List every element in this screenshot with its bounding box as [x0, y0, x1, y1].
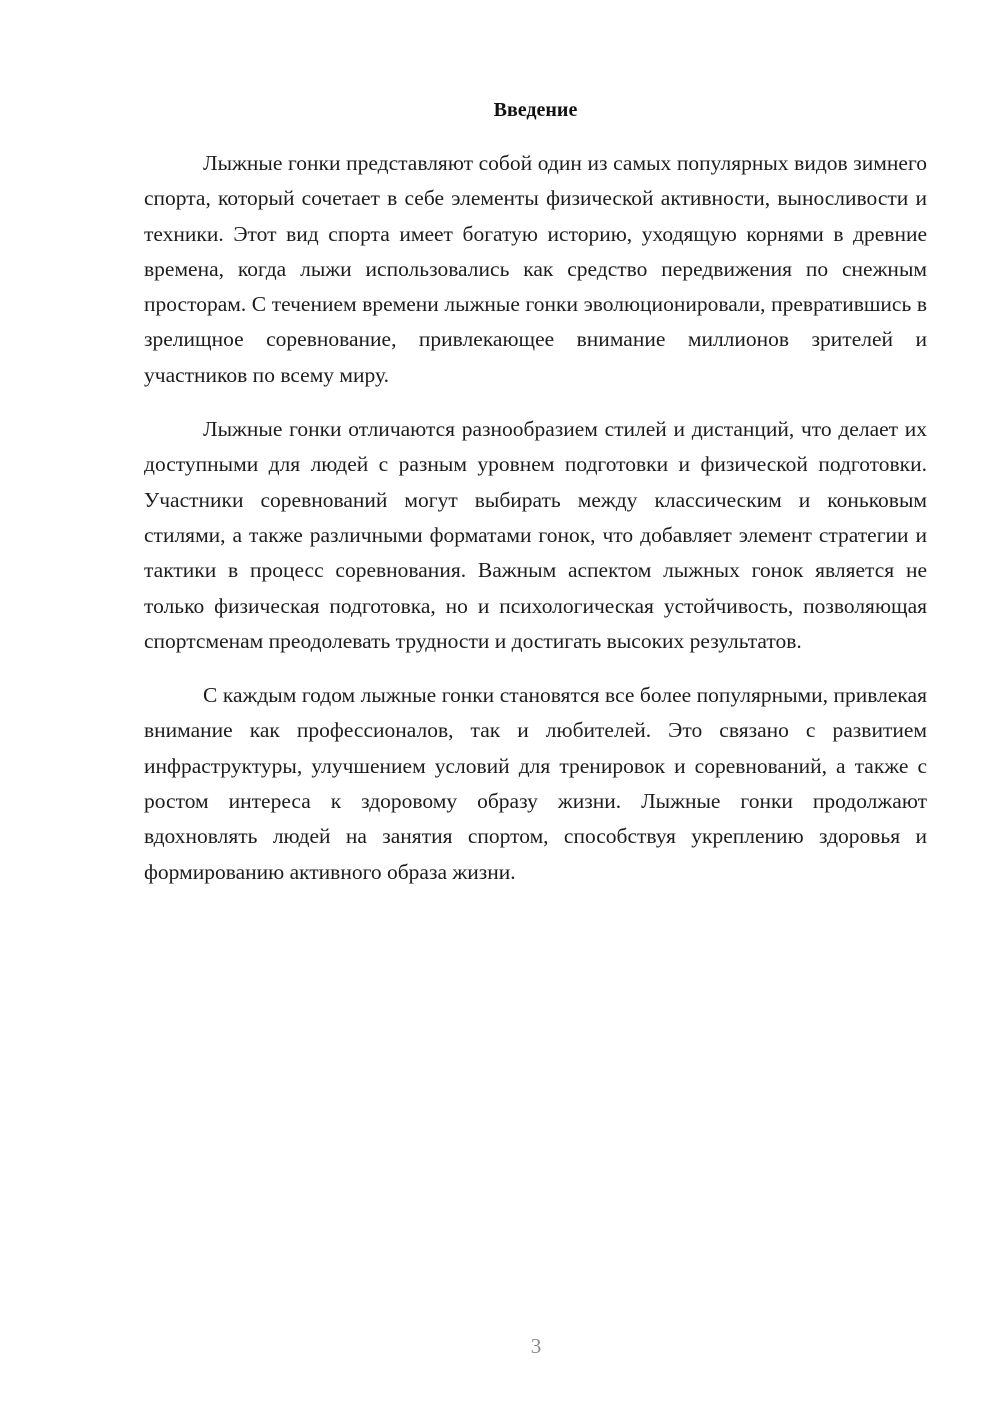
page-content	[144, 96, 927, 909]
page-number: 3	[530, 1334, 542, 1358]
paragraph: С каждым годом лыжные гонки становятся все более популярными, привлекая внимание как профессионалов, так и любителей. Это связано с развитием инфраструктуры, улучшением условий для тренировок и соревнований, а также с ростом интереса к здоровому образу жизни. Лыжные гонки продолжают вдохновлять людей на занятия спортом, способствуя укреплению здоровья и формированию активного образа жизни.	[144, 683, 927, 884]
paragraph: Лыжные гонки отличаются разнообразием стилей и дистанций, что делает их доступными для людей с разным уровнем подготовки и физической подготовки. Участники соревнований могут выбирать между классическим и коньковым стилями, а также различными форматами гонок, что добавляет элемент стратегии и тактики в процесс соревнования. Важным аспектом лыжных гонок является не только физическая подготовка, но и психологическая устойчивость, позволяющая спортсменам преодолевать трудности и достигать высоких результатов.	[144, 417, 927, 653]
section-title: Введение	[493, 99, 578, 121]
paragraph: Лыжные гонки представляют собой один из самых популярных видов зимнего спорта, который сочетает в себе элементы физической активности, выносливости и техники. Этот вид спорта имеет богатую историю, уходящую корнями в древние времена, когда лыжи использовались как средство передвижения по снежным просторам. С течением времени лыжные гонки эволюционировали, превратившись в зрелищное соревнование, привлекающее внимание миллионов зрителей и участников по всему миру.	[144, 151, 927, 387]
